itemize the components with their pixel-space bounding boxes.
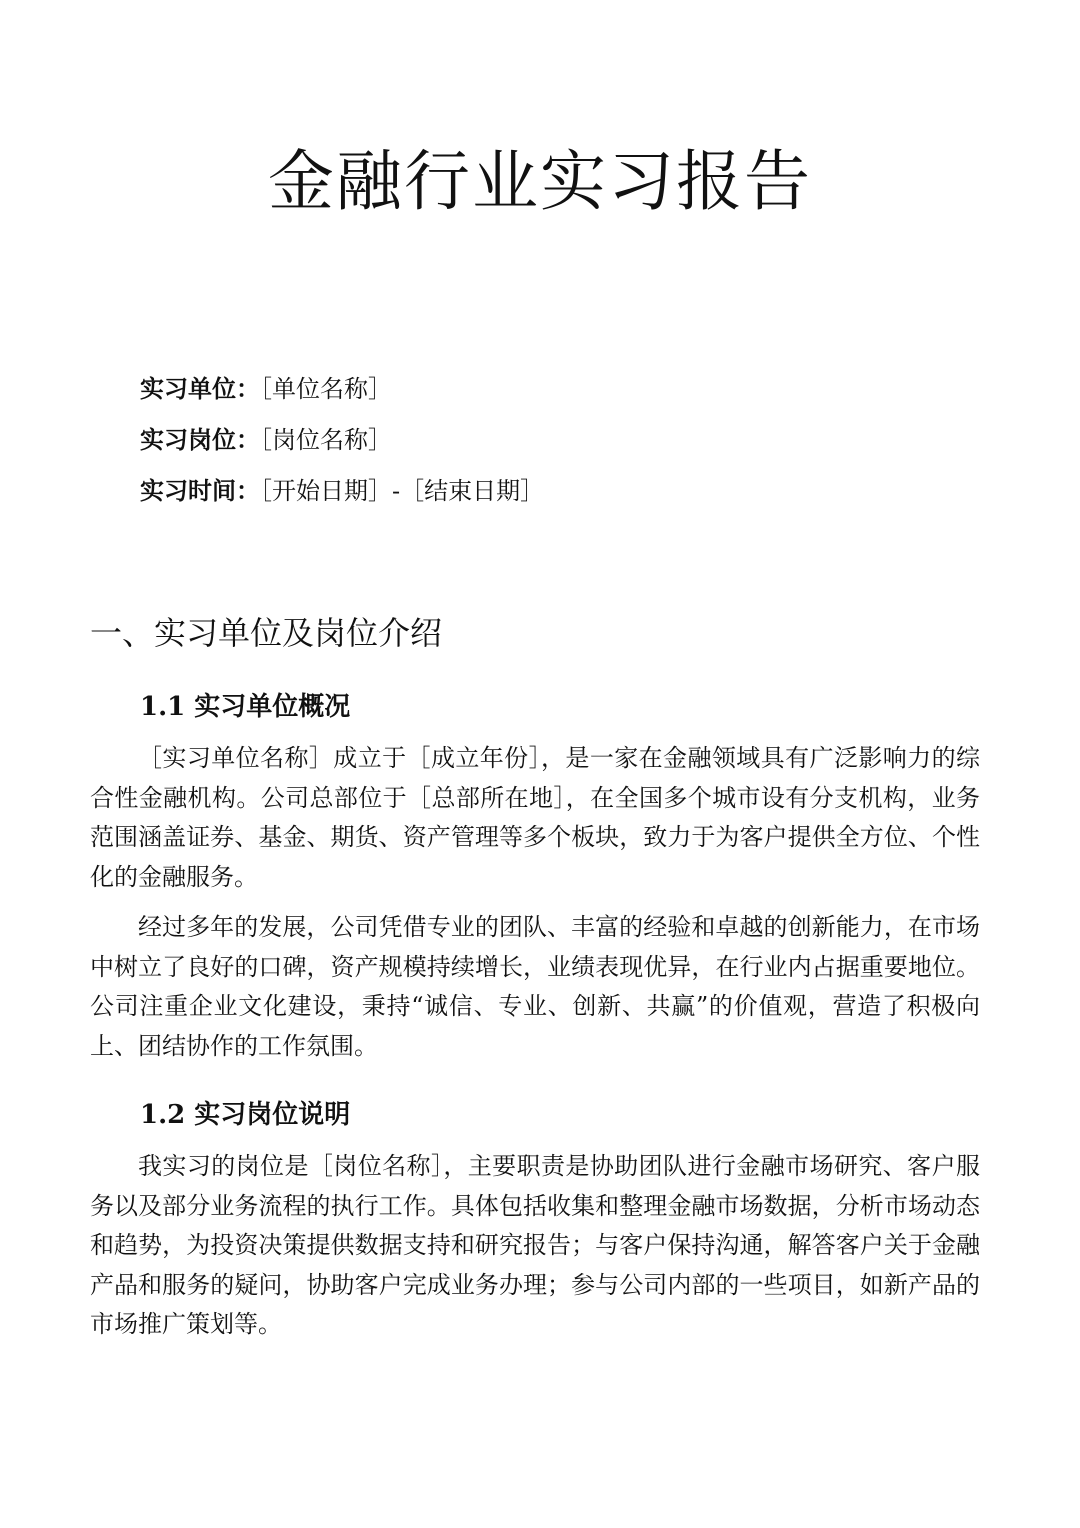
- meta-label: 实习单位：: [140, 374, 260, 403]
- subsection-heading-1-1: 1.1 实习单位概况: [140, 692, 351, 722]
- document-title: 金融行业实习报告: [268, 143, 812, 220]
- meta-internship-period: [140, 474, 544, 508]
- meta-label: 实习岗位：: [140, 425, 260, 454]
- meta-label: 实习时间：: [140, 476, 260, 505]
- paragraph-unit-development: 经过多年的发展，公司凭借专业的团队、丰富的经验和卓越的创新能力，在市场中树立了良好的口碑，资产规模持续增长，业绩表现优异，在行业内占据重要地位。公司注重企业文化建设，秉持“诚信、专业、创新、共赢”的价值观，营造了积极向上、团结协作的工作氛围。: [90, 913, 980, 1060]
- paragraph-unit-overview: ［实习单位名称］成立于［成立年份］，是一家在金融领域具有广泛影响力的综合性金融机构。公司总部位于［总部所在地］，在全国多个城市设有分支机构，业务范围涵盖证券、基金、期货、资产管理等多个板块，致力于为客户提供全方位、个性化的金融服务。: [90, 744, 980, 891]
- meta-internship-unit: [140, 372, 392, 406]
- section-heading: 一、实习单位及岗位介绍: [90, 614, 443, 652]
- meta-value: ［开始日期］-［结束日期］: [260, 477, 545, 505]
- meta-internship-position: [140, 423, 392, 457]
- meta-value: ［单位名称］: [260, 375, 392, 403]
- meta-value: ［岗位名称］: [260, 426, 392, 454]
- subsection-heading-1-2: 1.2 实习岗位说明: [140, 1100, 351, 1130]
- paragraph-position-description: 我实习的岗位是［岗位名称］，主要职责是协助团队进行金融市场研究、客户服务以及部分业务流程的执行工作。具体包括收集和整理金融市场数据，分析市场动态和趋势，为投资决策提供数据支持和研究报告；与客户保持沟通，解答客户关于金融产品和服务的疑问，协助客户完成业务办理；参与公司内部的一些项目，如新产品的市场推广策划等。: [90, 1152, 980, 1338]
